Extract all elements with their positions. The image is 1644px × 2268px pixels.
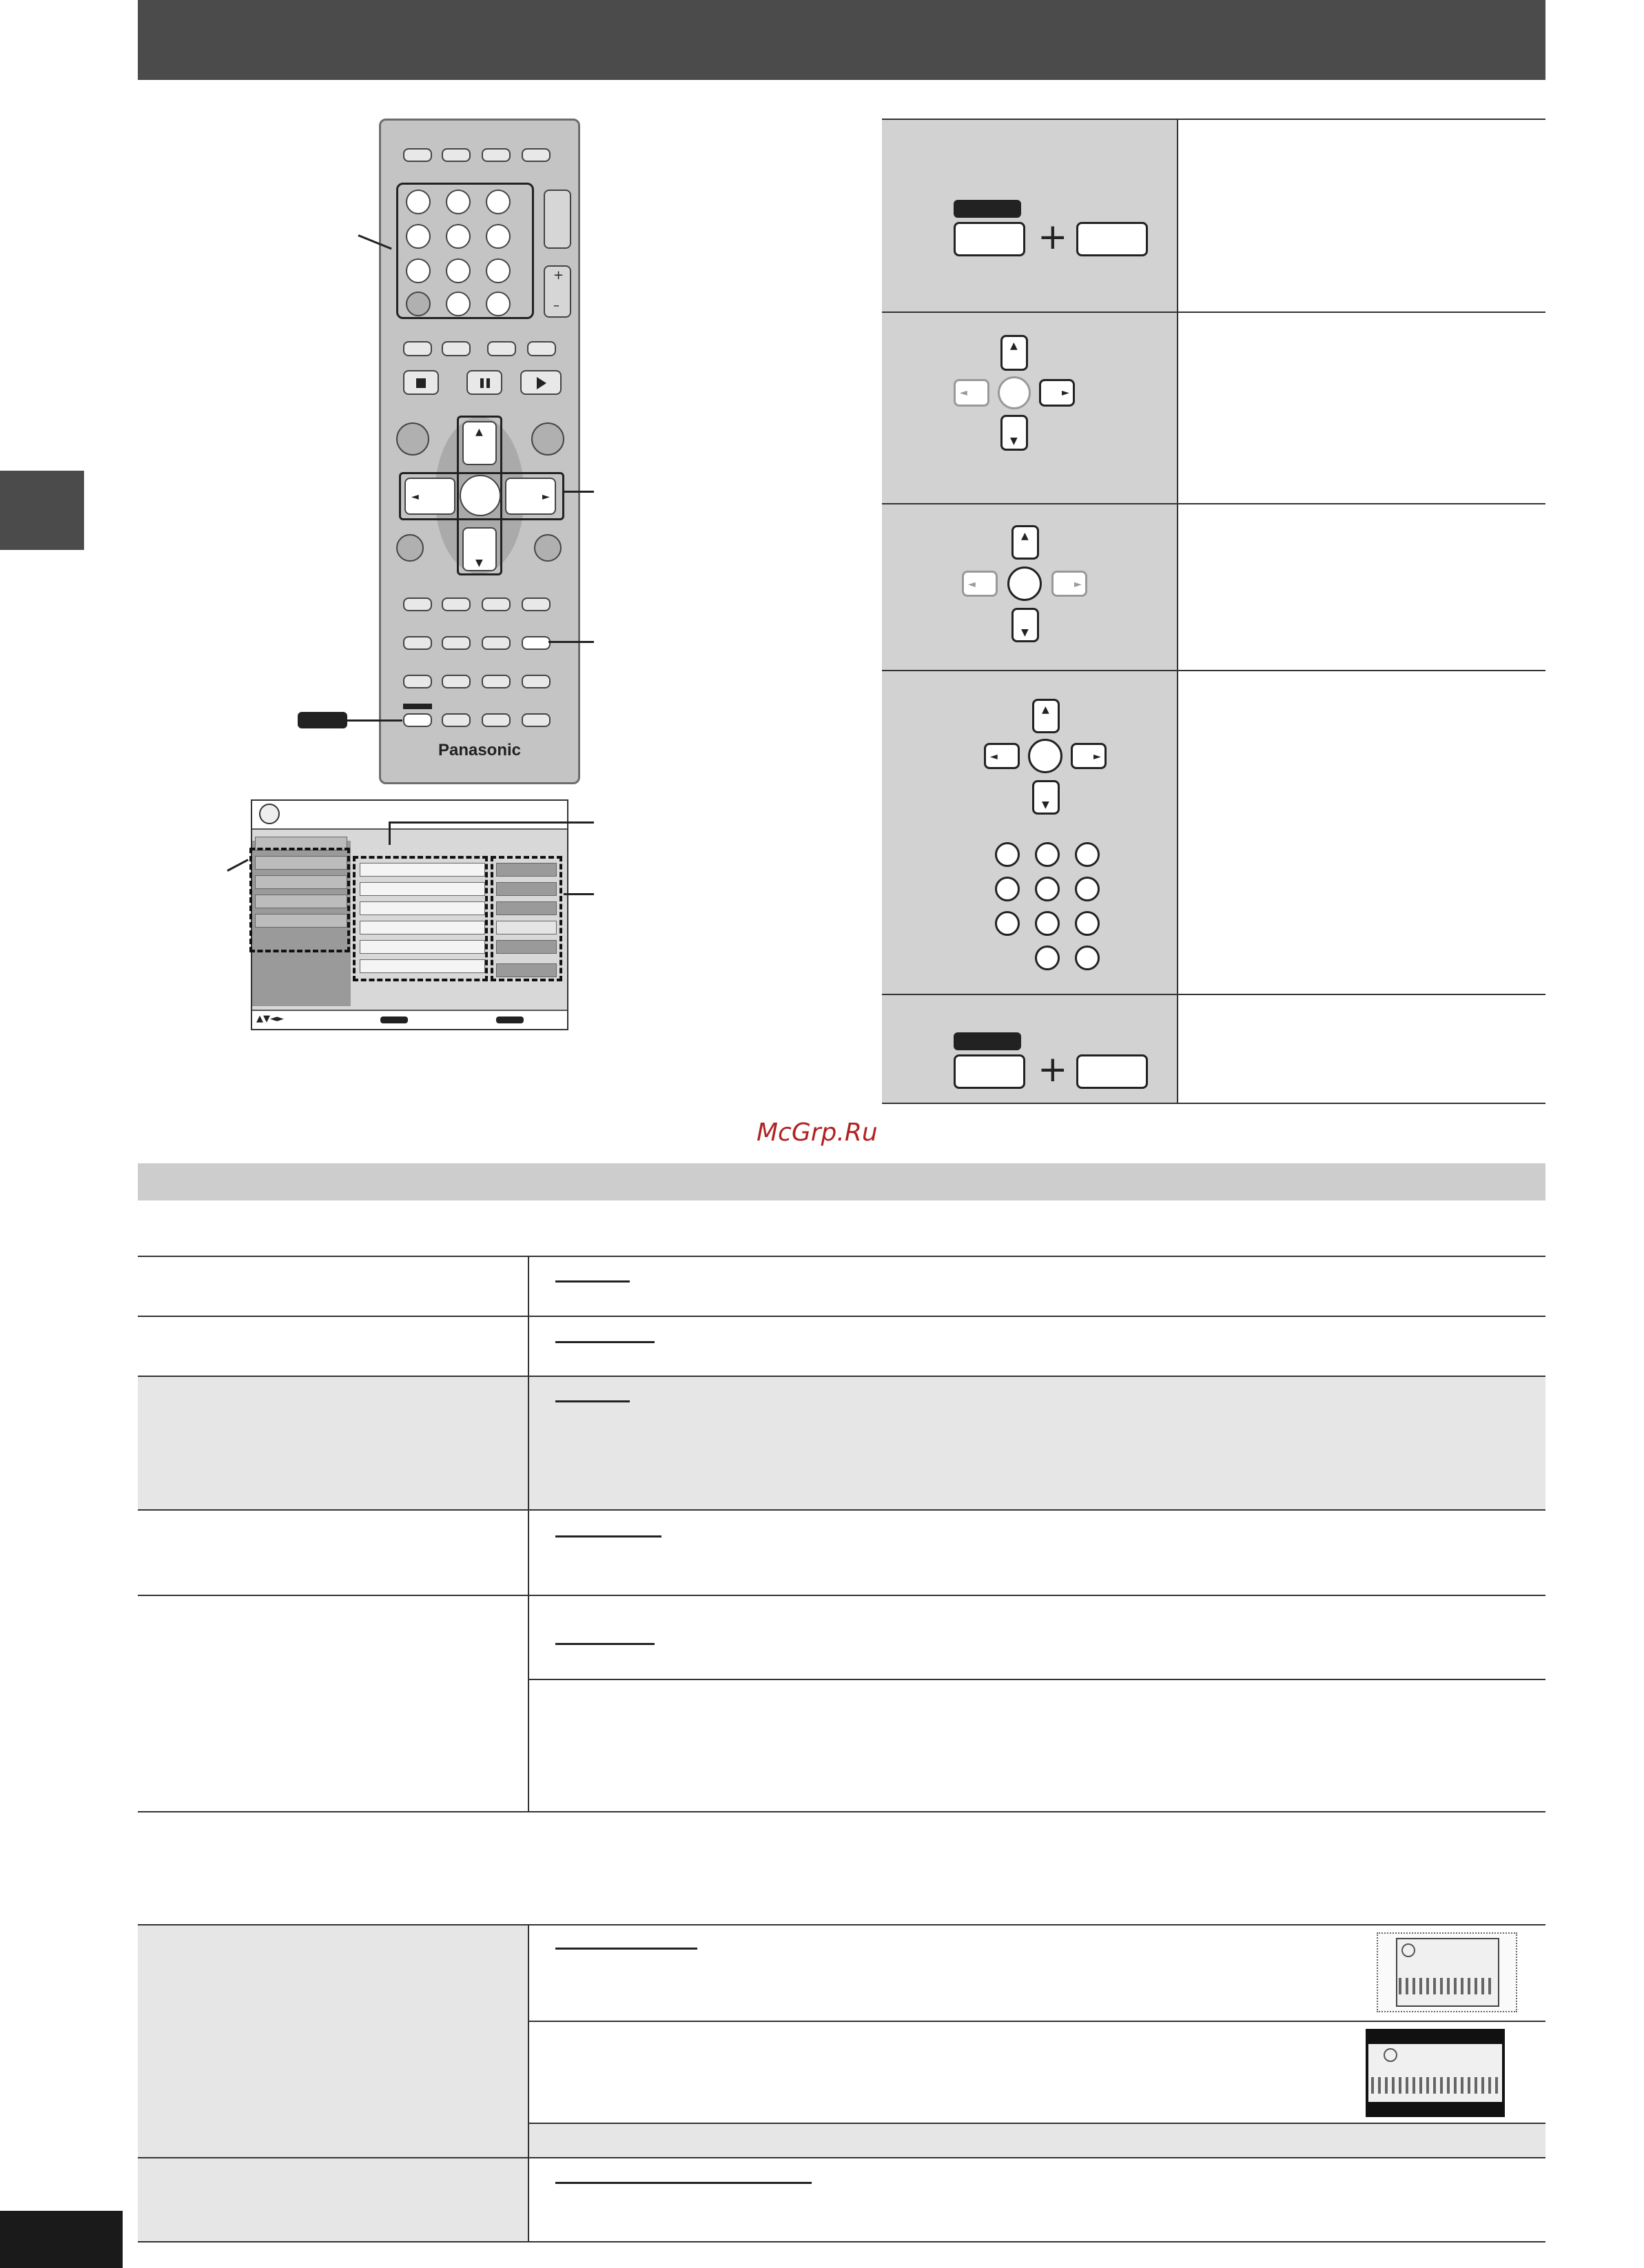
- numeric-key[interactable]: [486, 292, 511, 316]
- remote-top-button-4[interactable]: [522, 148, 551, 162]
- down-key: [1032, 780, 1060, 815]
- callout-line-values: [564, 893, 594, 895]
- nav-up-button[interactable]: [462, 421, 497, 465]
- callout-line-setup: [548, 641, 594, 643]
- shift-label-bar: [403, 704, 432, 709]
- page-number-tab: [0, 2211, 123, 2268]
- operation-steps-panel: [882, 119, 1545, 1104]
- channel-rocker[interactable]: [544, 190, 571, 249]
- skip-back-icon[interactable]: [487, 341, 516, 356]
- arrow-left-icon: ◄: [411, 491, 419, 502]
- function-button[interactable]: [403, 597, 432, 611]
- function-button[interactable]: [442, 597, 471, 611]
- tab-column-highlight: [249, 848, 350, 952]
- rewind-icon[interactable]: [403, 341, 432, 356]
- return-button-right[interactable]: [534, 534, 562, 562]
- up-key: [1000, 335, 1028, 371]
- numeric-key: [1035, 842, 1060, 867]
- section-side-tab: [0, 471, 84, 550]
- volume-plus-label: +: [553, 268, 564, 283]
- table-rule: [138, 1509, 1545, 1511]
- numeric-key[interactable]: [446, 190, 471, 214]
- setup-key: [1076, 1054, 1148, 1089]
- remote-control: [379, 119, 580, 784]
- step-1-illustration: [882, 120, 1178, 311]
- remote-top-button-2[interactable]: [442, 148, 471, 162]
- setup-menu-screen: [251, 799, 568, 1030]
- function-button[interactable]: [442, 636, 471, 650]
- enter-key: [1007, 566, 1042, 601]
- function-button[interactable]: [522, 713, 551, 727]
- arrow-down-icon: ▼: [1010, 436, 1018, 447]
- down-key: [1000, 415, 1028, 451]
- stop-icon[interactable]: [403, 370, 439, 395]
- shift-tag: [298, 712, 347, 728]
- aspect-letterbox-thumbnail: [1366, 2029, 1505, 2117]
- callout-line-shift: [347, 719, 402, 722]
- arrow-left-icon: ◄: [968, 579, 976, 590]
- remote-top-button-3[interactable]: [482, 148, 511, 162]
- return-button-left[interactable]: [396, 534, 424, 562]
- nav-down-button[interactable]: [462, 527, 497, 571]
- right-key-dim: [1051, 571, 1087, 597]
- setup-menu-title-bar: [252, 801, 567, 830]
- step-5-illustration: [882, 995, 1178, 1104]
- arrow-up-icon: ▲: [1010, 340, 1018, 351]
- table-row-shaded: [138, 1377, 1545, 1509]
- arrow-right-icon: ►: [1074, 579, 1082, 590]
- table-rule: [138, 1316, 1545, 1317]
- arrow-down-icon: ▼: [1042, 799, 1049, 810]
- cancel-key[interactable]: [406, 292, 431, 316]
- arrow-right-icon: ►: [1062, 387, 1069, 398]
- page-header-bar: [138, 0, 1545, 80]
- function-button[interactable]: [442, 713, 471, 727]
- callout-line-tabs: [227, 859, 248, 872]
- numeric-key[interactable]: [446, 224, 471, 249]
- function-button[interactable]: [482, 713, 511, 727]
- table-rule: [138, 1595, 1545, 1596]
- function-button[interactable]: [522, 675, 551, 688]
- footer-button-return: [496, 1016, 524, 1023]
- arrow-up-icon: ▲: [1021, 531, 1029, 542]
- globe-icon: [259, 804, 280, 824]
- numeric-key[interactable]: [446, 258, 471, 283]
- table-rule: [138, 1811, 1545, 1812]
- left-key-dim: [962, 571, 998, 597]
- pause-icon[interactable]: [466, 370, 502, 395]
- arrow-down-icon: ▼: [1021, 627, 1029, 638]
- shift-button[interactable]: [403, 713, 432, 727]
- numeric-key[interactable]: [486, 258, 511, 283]
- aspect-4-3-thumbnail: [1377, 1932, 1517, 2012]
- arrow-up-icon: ▲: [475, 427, 483, 438]
- callout-line-items: [389, 821, 594, 824]
- arrow-left-icon: ◄: [990, 751, 998, 762]
- function-button[interactable]: [482, 597, 511, 611]
- numeric-key[interactable]: [446, 292, 471, 316]
- numeric-key: [1035, 946, 1060, 970]
- play-icon[interactable]: [520, 370, 562, 395]
- divider: [882, 1103, 1545, 1104]
- step-3-illustration: [882, 504, 1178, 670]
- numeric-key: [1075, 911, 1100, 936]
- nav-right-button[interactable]: [505, 478, 556, 515]
- remote-brand-logo: Panasonic: [438, 741, 522, 759]
- right-key: [1039, 379, 1075, 407]
- arrow-up-icon: ▲: [1042, 704, 1049, 715]
- default-value-underline: [555, 1535, 661, 1537]
- menu-button-right[interactable]: [531, 422, 564, 456]
- settings-section-band: [138, 1163, 1545, 1201]
- arrow-left-icon: ◄: [960, 387, 967, 398]
- plus-sign: +: [1038, 216, 1068, 258]
- numeric-key: [1035, 877, 1060, 901]
- numeric-key: [995, 911, 1020, 936]
- enter-key-dim: [998, 376, 1031, 409]
- enter-button[interactable]: [460, 475, 501, 516]
- numeric-key[interactable]: [486, 190, 511, 214]
- setup-key: [1076, 222, 1148, 256]
- numeric-key: [995, 877, 1020, 901]
- shift-tag: [954, 200, 1021, 218]
- shift-key: [954, 1054, 1025, 1089]
- setup-menu-footer: [252, 1010, 567, 1029]
- default-value-underline: [555, 1948, 697, 1950]
- function-button[interactable]: [522, 597, 551, 611]
- left-key: [984, 743, 1020, 769]
- value-column-highlight: [491, 856, 562, 981]
- step-2-illustration: [882, 313, 1178, 503]
- skip-forward-icon[interactable]: [527, 341, 556, 356]
- table-rule: [138, 2241, 1545, 2243]
- numeric-key: [995, 842, 1020, 867]
- plus-sign: +: [1038, 1049, 1068, 1090]
- fast-forward-icon[interactable]: [442, 341, 471, 356]
- table-rule: [529, 1679, 1545, 1680]
- up-key: [1011, 525, 1039, 560]
- function-button[interactable]: [482, 636, 511, 650]
- step-4-illustration: [882, 671, 1178, 994]
- function-button[interactable]: [482, 675, 511, 688]
- enter-key: [1028, 739, 1062, 773]
- table-row-shaded: [529, 2123, 1545, 2157]
- watermark-text: McGrp.Ru: [757, 1118, 878, 1147]
- table-rule: [138, 1256, 1545, 1257]
- default-value-underline: [555, 1280, 630, 1283]
- remote-top-button-1[interactable]: [403, 148, 432, 162]
- menu-button-left[interactable]: [396, 422, 429, 456]
- arrow-down-icon: ▼: [475, 558, 483, 569]
- table-row-shaded: [138, 2158, 528, 2241]
- numeric-key: [1075, 877, 1100, 901]
- table-column-rule: [528, 1924, 529, 2243]
- function-button[interactable]: [442, 675, 471, 688]
- left-key-dim: [954, 379, 989, 407]
- callout-line-nav: [564, 491, 594, 493]
- arrow-right-icon: ►: [542, 491, 550, 502]
- arrow-right-icon: ►: [1093, 751, 1101, 762]
- table-column-rule: [528, 1256, 529, 1812]
- down-key: [1011, 608, 1039, 642]
- up-key: [1032, 699, 1060, 733]
- numeric-key[interactable]: [406, 258, 431, 283]
- shift-tag: [954, 1032, 1021, 1050]
- default-value-underline: [555, 1400, 630, 1402]
- right-key: [1071, 743, 1107, 769]
- shift-key: [954, 222, 1025, 256]
- item-column-highlight: [353, 856, 488, 981]
- volume-rocker[interactable]: [544, 265, 571, 318]
- callout-line-items-drop: [389, 821, 391, 845]
- default-value-underline: [555, 1341, 655, 1343]
- function-button[interactable]: [403, 675, 432, 688]
- table-rule: [529, 2021, 1545, 2022]
- default-value-underline: [555, 2182, 812, 2184]
- default-value-underline: [555, 1643, 655, 1645]
- numeric-key: [1035, 911, 1060, 936]
- footer-button-enter: [380, 1016, 408, 1023]
- function-button[interactable]: [403, 636, 432, 650]
- table-rule: [529, 2123, 1545, 2124]
- numeric-key: [1075, 842, 1100, 867]
- footer-arrows-icon: ▲▼◄►: [256, 1014, 284, 1024]
- nav-left-button[interactable]: [404, 478, 455, 515]
- numeric-key[interactable]: [406, 224, 431, 249]
- numeric-key[interactable]: [406, 190, 431, 214]
- numeric-key[interactable]: [486, 224, 511, 249]
- volume-minus-label: –: [553, 298, 559, 313]
- setup-button[interactable]: [522, 636, 551, 650]
- numeric-key: [1075, 946, 1100, 970]
- table-row-shaded: [138, 1925, 528, 2157]
